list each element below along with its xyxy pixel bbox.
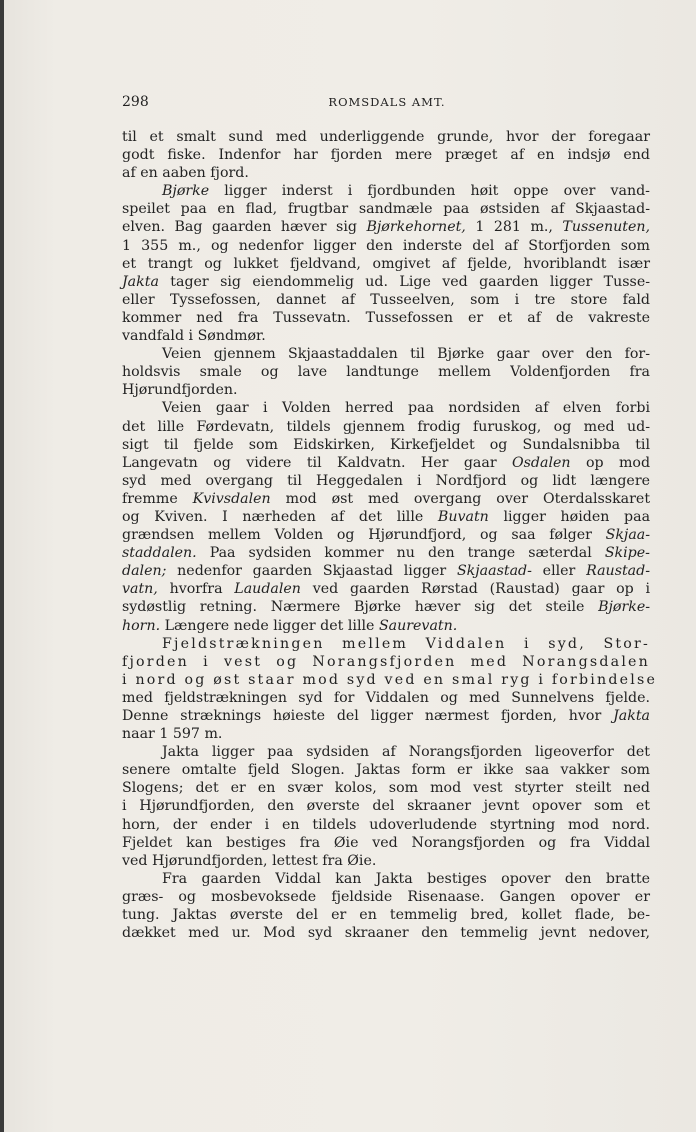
text-line: 1 355 m., og nedenfor ligger den inderste del af Storfjorden som: [122, 237, 650, 254]
text-line: speilet paa en flad, frugtbar sandmæle paa østsiden af Skjaastad-: [122, 201, 650, 218]
text-line: med fjeldstrækningen syd for Viddalen og med Sunnelvens fjelde.: [122, 689, 650, 706]
text-line: eller Tyssefossen, dannet af Tusseelven, som i tre store fald: [122, 291, 650, 308]
text-line: Bjørke ligger inderst i fjordbunden høit oppe over vand-: [162, 183, 650, 200]
page-header: [122, 94, 652, 114]
text-line: Slogens; det er en svær kolos, som mod vest styrter steilt ned: [122, 780, 650, 797]
text-line: syd med overgang til Heggedalen i Nordfjord og lidt længere: [122, 472, 650, 489]
text-line: Fjeldet kan bestiges fra Øie ved Norangsfjorden og fra Viddal: [122, 834, 650, 851]
text-line: sigt til fjelde som Eidskirken, Kirkefjeldet og Sundalsnibba til: [122, 436, 650, 453]
text-line: af en aaben fjord.: [122, 165, 249, 182]
text-line: Langevatn og videre til Kaldvatn. Her gaar Osdalen op mod: [122, 454, 651, 471]
running-head: ROMSDALS AMT.: [328, 95, 446, 109]
text-line: til et smalt sund med underliggende grunde, hvor der foregaar: [122, 129, 650, 145]
text-line: senere omtalte fjeld Slogen. Jaktas form er ikke saa vakker som: [122, 762, 650, 779]
text-line: godt fiske. Indenfor har fjorden mere præget af en indsjø end: [122, 147, 650, 164]
body-text: [122, 128, 658, 942]
text-line: Fra gaarden Viddal kan Jakta bestiges opover den bratte: [162, 870, 650, 887]
book-spine-edge: [0, 0, 4, 1132]
text-line: sydøstlig retning. Nærmere Bjørke hæver sig det steile Bjørke-: [122, 599, 651, 616]
text-line: græs- og mosbevoksede fjeldside Risenaase. Gangen opover er: [122, 888, 650, 905]
text-line: vandfald i Søndmør.: [122, 328, 266, 345]
text-line: i Hjørundfjorden, den øverste del skraaner jevnt opover som et: [122, 798, 650, 815]
text-line: Veien gjennem Skjaastaddalen til Bjørke gaar over den for-: [162, 346, 650, 363]
text-line: det lille Førdevatn, tildels gjennem frodig furuskog, og med ud-: [122, 418, 650, 435]
text-line: dækket med ur. Mod syd skraaner den temmelig jevnt nedover,: [122, 925, 650, 942]
text-line: kommer ned fra Tussevatn. Tussefossen er et af de vakreste: [122, 309, 650, 326]
text-line: vatn, hvorfra Laudalen ved gaarden Rørstad (Raustad) gaar op i: [122, 581, 651, 598]
text-line: holdsvis smale og lave landtunge mellem Voldenfjorden fra: [122, 364, 650, 381]
text-line: elven. Bag gaarden hæver sig Bjørkehornet, 1 281 m., Tussenuten,: [122, 219, 650, 236]
text-line: Veien gaar i Volden herred paa nordsiden af elven forbi: [162, 400, 650, 417]
page-number: 298: [122, 94, 149, 110]
text-line: Hjørundfjorden.: [122, 382, 238, 399]
text-line: tung. Jaktas øverste del er en temmelig bred, kollet flade, be-: [122, 907, 650, 924]
text-line: og Kviven. I nærheden af det lille Buvatn ligger høiden paa: [122, 508, 651, 525]
text-line: grændsen mellem Volden og Hjørundfjord, og saa følger Skjaa-: [122, 527, 651, 544]
text-line: Jakta tager sig eiendommelig ud. Lige ved gaarden ligger Tusse-: [122, 273, 651, 290]
text-line: Fjeldstrækningen mellem Viddalen i syd, Stor-: [162, 635, 650, 652]
text-line: horn. Længere nede ligger det lille Saurevatn.: [122, 617, 458, 634]
text-line: i nord og øst staar mod syd ved en smal ryg i forbindelse: [122, 671, 658, 688]
text-line: ved Hjørundfjorden, lettest fra Øie.: [122, 852, 377, 869]
text-line: Jakta ligger paa sydsiden af Norangsfjorden ligeoverfor det: [162, 744, 650, 761]
text-line: horn, der ender i en tildels udoverludende styrtning mod nord.: [122, 816, 650, 833]
text-line: naar 1 597 m.: [122, 726, 223, 743]
text-line: staddalen. Paa sydsiden kommer nu den trange sæterdal Skipe-: [122, 545, 650, 562]
text-line: Denne stræknings høieste del ligger nærmest fjorden, hvor Jakta: [122, 708, 650, 724]
text-line: fremme Kvivsdalen mod øst med overgang over Oterdalsskaret: [122, 490, 651, 507]
text-line: et trangt og lukket fjeldvand, omgivet af fjelde, hvoriblandt især: [122, 255, 650, 272]
text-line: dalen; nedenfor gaarden Skjaastad ligger Skjaastad- eller Raustad-: [122, 563, 651, 580]
text-line: fjorden i vest og Norangsfjorden med Norangsdalen: [122, 653, 650, 670]
